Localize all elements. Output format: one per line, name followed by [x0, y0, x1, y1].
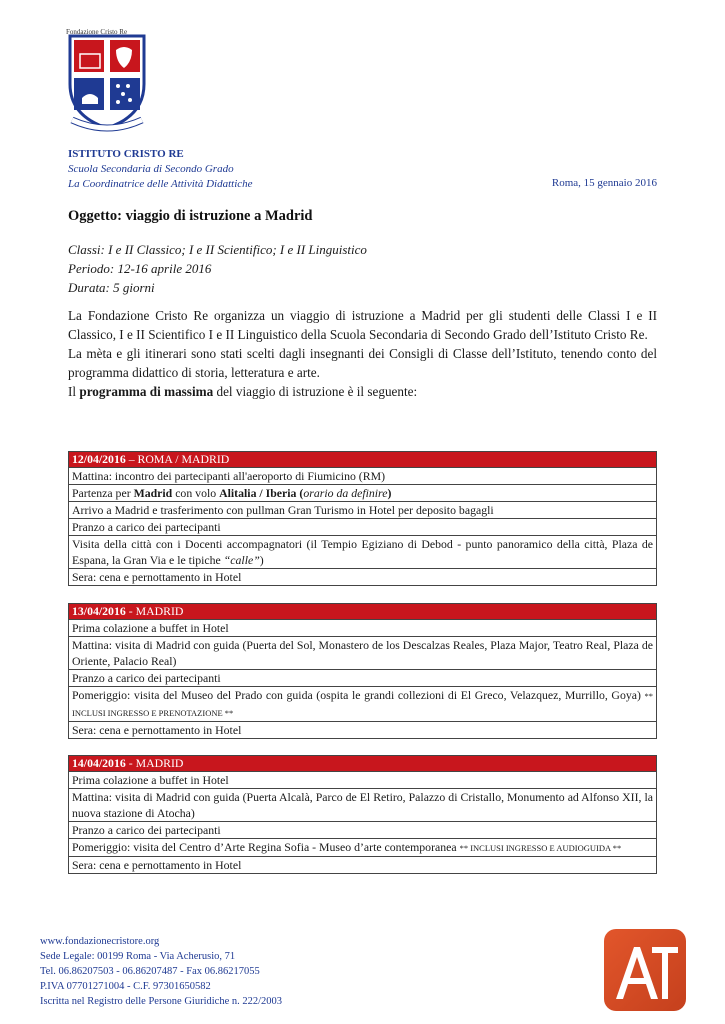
schedule-row: Sera: cena e pernottamento in Hotel — [69, 569, 657, 586]
day-table-3 — [68, 755, 657, 874]
schedule-row: Pranzo a carico dei partecipanti — [69, 519, 657, 536]
school-crest-logo — [62, 24, 152, 139]
subject-line: Oggetto: viaggio di istruzione a Madrid — [68, 208, 313, 224]
meta-classes: Classi: I e II Classico; I e II Scientifico; I e II Linguistico — [68, 242, 367, 257]
schedule-row: Pomeriggio: visita del Centro d’Arte Regina Sofia - Museo d’arte contemporanea ** INCLUSI INGRESSO E AUDIOGUIDA ** — [69, 839, 657, 857]
body-paragraph-3: Il programma di massima del viaggio di istruzione è il seguente: — [68, 384, 418, 399]
day-table-1 — [68, 451, 657, 586]
programme-emphasis: programma di massima — [79, 384, 214, 399]
schedule-row: Arrivo a Madrid e trasferimento con pullman Gran Turismo in Hotel per deposito bagagli — [69, 502, 657, 519]
schedule-row: Mattina: incontro dei partecipanti all'aeroporto di Fiumicino (RM) — [69, 468, 657, 485]
footer-phone: Tel. 06.86207503 - 06.86207487 - Fax 06.86217055 — [40, 966, 260, 977]
letter-header — [68, 147, 253, 192]
day-header: 12/04/2016 – ROMA / MADRID — [69, 452, 657, 468]
body-paragraph-1: La Fondazione Cristo Re organizza un viaggio di istruzione a Madrid per gli studenti delle Classi I e II Classico, I e II Scientifico I e II Linguistico della Scuola Secondaria di Secondo Grado dell’Istituto Cristo Re. — [68, 308, 657, 342]
schedule-row: Pranzo a carico dei partecipanti — [69, 670, 657, 687]
footer-address: Sede Legale: 00199 Roma - Via Acherusio, 71 — [40, 951, 236, 962]
footer-registry: Iscritta nel Registro delle Persone Giuridiche n. 222/2003 — [40, 996, 283, 1007]
office-name: La Coordinatrice delle Attività Didattiche — [68, 178, 253, 190]
school-name: Scuola Secondaria di Secondo Grado — [68, 163, 234, 175]
meta-duration: Durata: 5 giorni — [68, 280, 155, 295]
schedule-row: Pomeriggio: visita del Museo del Prado con guida (ospita le grandi collezioni di El Greco, Velazquez, Murrillo, Goya) ** INCLUSI INGRESSO E PRENOTAZIONE ** — [69, 687, 657, 722]
meta-period: Periodo: 12-16 aprile 2016 — [68, 261, 212, 276]
day-table-2 — [68, 603, 657, 739]
schedule-row: Sera: cena e pernottamento in Hotel — [69, 857, 657, 874]
schedule-row: Visita della città con i Docenti accompagnatori (il Tempio Egiziano di Debod - punto panoramico della città, Plaza de Espana, la Gran Via e le tipiche “calle”) — [69, 536, 657, 569]
footer-vat: P.IVA 07701271004 - C.F. 97301650582 — [40, 981, 211, 992]
institute-name: ISTITUTO CRISTO RE — [68, 148, 184, 160]
schedule-row: Prima colazione a buffet in Hotel — [69, 772, 657, 789]
body-paragraph-2: La mèta e gli itinerari sono stati scelti dagli insegnanti dei Consigli di Classe dell’Istituto, tenendo conto del programma didattico di storia, letteratura e arte. — [68, 346, 657, 380]
schedule-row: Prima colazione a buffet in Hotel — [69, 620, 657, 637]
schedule-row: Sera: cena e pernottamento in Hotel — [69, 722, 657, 739]
day-header: 14/04/2016 - MADRID — [69, 756, 657, 772]
schedule-row: Partenza per Madrid con volo Alitalia / Iberia (orario da definire) — [69, 485, 657, 502]
logo-title: Fondazione Cristo Re — [66, 28, 128, 36]
schedule-row: Pranzo a carico dei partecipanti — [69, 822, 657, 839]
letter-footer — [40, 934, 282, 1009]
schedule-row: Mattina: visita di Madrid con guida (Puerta Alcalà, Parco de El Retiro, Palazzo di Cristallo, Monumento ad Alfonso XII, la nuova stazione di Atocha) — [69, 789, 657, 822]
at-brand-logo — [604, 929, 686, 1011]
day-header: 13/04/2016 - MADRID — [69, 604, 657, 620]
trip-meta — [68, 240, 367, 297]
website-link[interactable]: www.fondazionecristore.org — [40, 936, 160, 947]
letter-date: Roma, 15 gennaio 2016 — [551, 177, 657, 189]
schedule-row: Mattina: visita di Madrid con guida (Puerta del Sol, Monastero de los Descalzas Reales, Plaza Major, Teatro Real, Plaza de Oriente, Palacio Real) — [69, 637, 657, 670]
letter-body — [68, 306, 657, 401]
